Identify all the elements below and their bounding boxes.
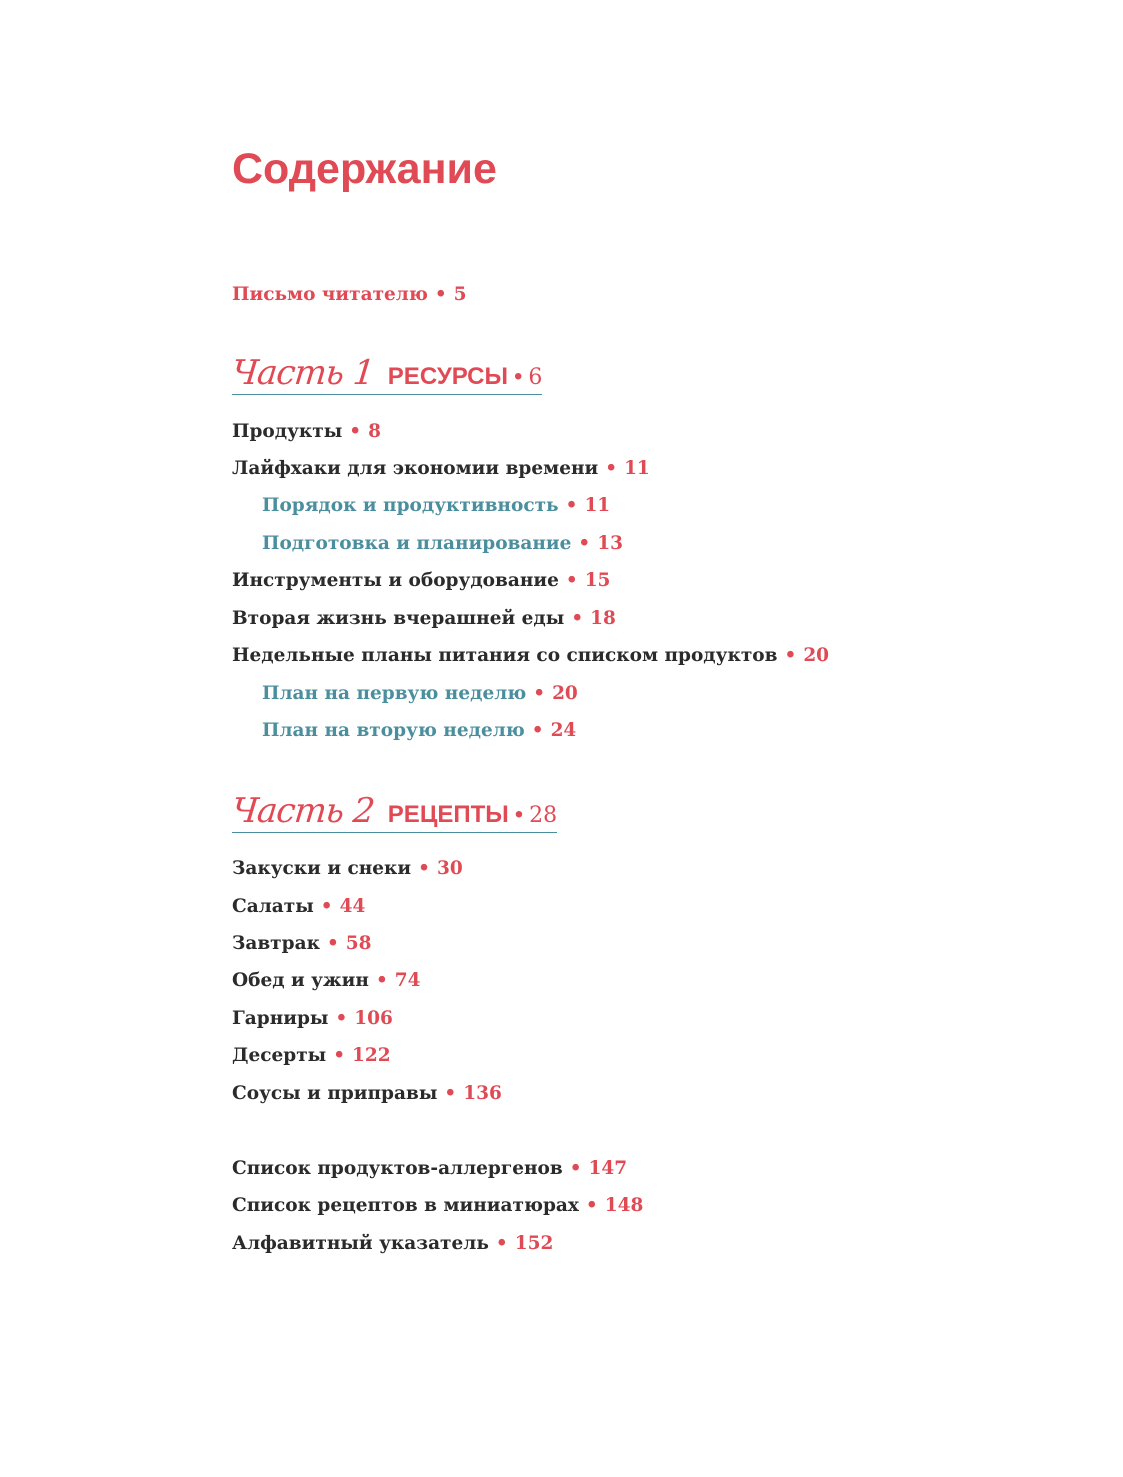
toc-entry[interactable] xyxy=(232,460,650,479)
bullet-separator: • xyxy=(605,458,618,479)
entry-label: Алфавитный указатель xyxy=(232,1233,489,1254)
page-number: 11 xyxy=(584,495,611,516)
page-number: 122 xyxy=(352,1045,391,1066)
entry-label: Завтрак xyxy=(232,933,320,954)
toc-entry[interactable] xyxy=(232,647,829,666)
bullet-separator: • xyxy=(531,720,544,741)
entry-label: Вторая жизнь вчерашней еды xyxy=(232,608,565,629)
part2-script-label: Часть 2 xyxy=(229,791,376,831)
toc-entry[interactable] xyxy=(232,1010,393,1029)
toc-appendix-entry[interactable] xyxy=(232,1235,553,1254)
entry-label: Недельные планы питания со списком продуктов xyxy=(232,645,778,666)
bullet-separator: • xyxy=(335,1008,348,1029)
page-number: 30 xyxy=(436,858,463,879)
page-number: 44 xyxy=(339,896,366,917)
entry-label: Продукты xyxy=(232,421,343,442)
entry-label: Письмо читателю xyxy=(232,284,428,305)
bullet-separator: • xyxy=(375,970,388,991)
entry-label: План на вторую неделю xyxy=(262,720,525,741)
toc-subentry[interactable] xyxy=(262,497,610,516)
toc-entry[interactable] xyxy=(232,1085,502,1104)
part2-name: РЕЦЕПТЫ xyxy=(387,801,509,828)
entry-label: Подготовка и планирование xyxy=(262,533,572,554)
bullet-separator: • xyxy=(578,533,591,554)
bullet-separator: • xyxy=(533,683,546,704)
toc-entry[interactable] xyxy=(232,1047,391,1066)
part1-name: РЕСУРСЫ xyxy=(387,363,508,390)
bullet-separator: • xyxy=(514,363,523,390)
entry-label: Список рецептов в миниатюрах xyxy=(232,1195,579,1216)
part2-heading[interactable] xyxy=(229,791,558,833)
entry-label: Гарниры xyxy=(232,1008,329,1029)
toc-entry[interactable] xyxy=(232,898,365,917)
page-number: 58 xyxy=(345,933,372,954)
bullet-separator: • xyxy=(565,570,578,591)
bullet-separator: • xyxy=(349,421,362,442)
page-number: 20 xyxy=(803,645,830,666)
page-number: 5 xyxy=(453,284,467,305)
toc-subentry[interactable] xyxy=(262,685,578,704)
bullet-separator: • xyxy=(565,495,578,516)
page-number: 11 xyxy=(624,458,650,479)
entry-label: Закуски и снеки xyxy=(232,858,412,879)
page-number: 18 xyxy=(590,608,616,629)
toc-entry[interactable] xyxy=(232,423,381,442)
entry-label: Салаты xyxy=(232,896,314,917)
part1-script-label: Часть 1 xyxy=(229,353,376,393)
entry-label: План на первую неделю xyxy=(262,683,527,704)
bullet-separator: • xyxy=(784,645,797,666)
toc-entry[interactable] xyxy=(232,972,421,991)
part1-page: 6 xyxy=(528,365,543,390)
part2-page: 28 xyxy=(529,803,558,828)
bullet-separator: • xyxy=(434,284,447,305)
page-number: 147 xyxy=(588,1158,628,1179)
entry-label: Инструменты и оборудование xyxy=(232,570,559,591)
part1-heading[interactable] xyxy=(229,353,543,395)
bullet-separator: • xyxy=(585,1195,598,1216)
bullet-separator: • xyxy=(495,1233,508,1254)
toc-entry-intro[interactable] xyxy=(232,286,467,305)
bullet-separator: • xyxy=(418,858,430,879)
page-number: 148 xyxy=(604,1195,644,1216)
bullet-separator: • xyxy=(333,1045,346,1066)
toc-entry[interactable] xyxy=(232,572,610,591)
entry-label: Лайфхаки для экономии времени xyxy=(232,458,599,479)
entry-label: Соусы и приправы xyxy=(232,1083,438,1104)
bullet-separator: • xyxy=(320,896,333,917)
toc-entry[interactable] xyxy=(232,860,463,879)
page-number: 20 xyxy=(552,683,578,704)
bullet-separator: • xyxy=(514,801,524,828)
bullet-separator: • xyxy=(326,933,339,954)
page-number: 8 xyxy=(368,421,381,442)
toc-entry[interactable] xyxy=(232,935,372,954)
page-number: 24 xyxy=(550,720,577,741)
toc-entry[interactable] xyxy=(232,610,616,629)
toc-subentry[interactable] xyxy=(262,535,623,554)
entry-label: Список продуктов-аллергенов xyxy=(232,1158,563,1179)
bullet-separator: • xyxy=(444,1083,457,1104)
entry-label: Порядок и продуктивность xyxy=(262,495,559,516)
page-number: 106 xyxy=(354,1008,393,1029)
toc-appendix-entry[interactable] xyxy=(232,1160,627,1179)
page-number: 15 xyxy=(584,570,611,591)
bullet-separator: • xyxy=(571,608,584,629)
page-title: Содержание xyxy=(232,145,497,193)
bullet-separator: • xyxy=(569,1158,582,1179)
toc-appendix-entry[interactable] xyxy=(232,1197,643,1216)
page-number: 152 xyxy=(514,1233,554,1254)
entry-label: Десерты xyxy=(232,1045,327,1066)
toc-subentry[interactable] xyxy=(262,722,576,741)
page-number: 13 xyxy=(597,533,623,554)
page-number: 74 xyxy=(394,970,421,991)
page-number: 136 xyxy=(463,1083,502,1104)
entry-label: Обед и ужин xyxy=(232,970,369,991)
